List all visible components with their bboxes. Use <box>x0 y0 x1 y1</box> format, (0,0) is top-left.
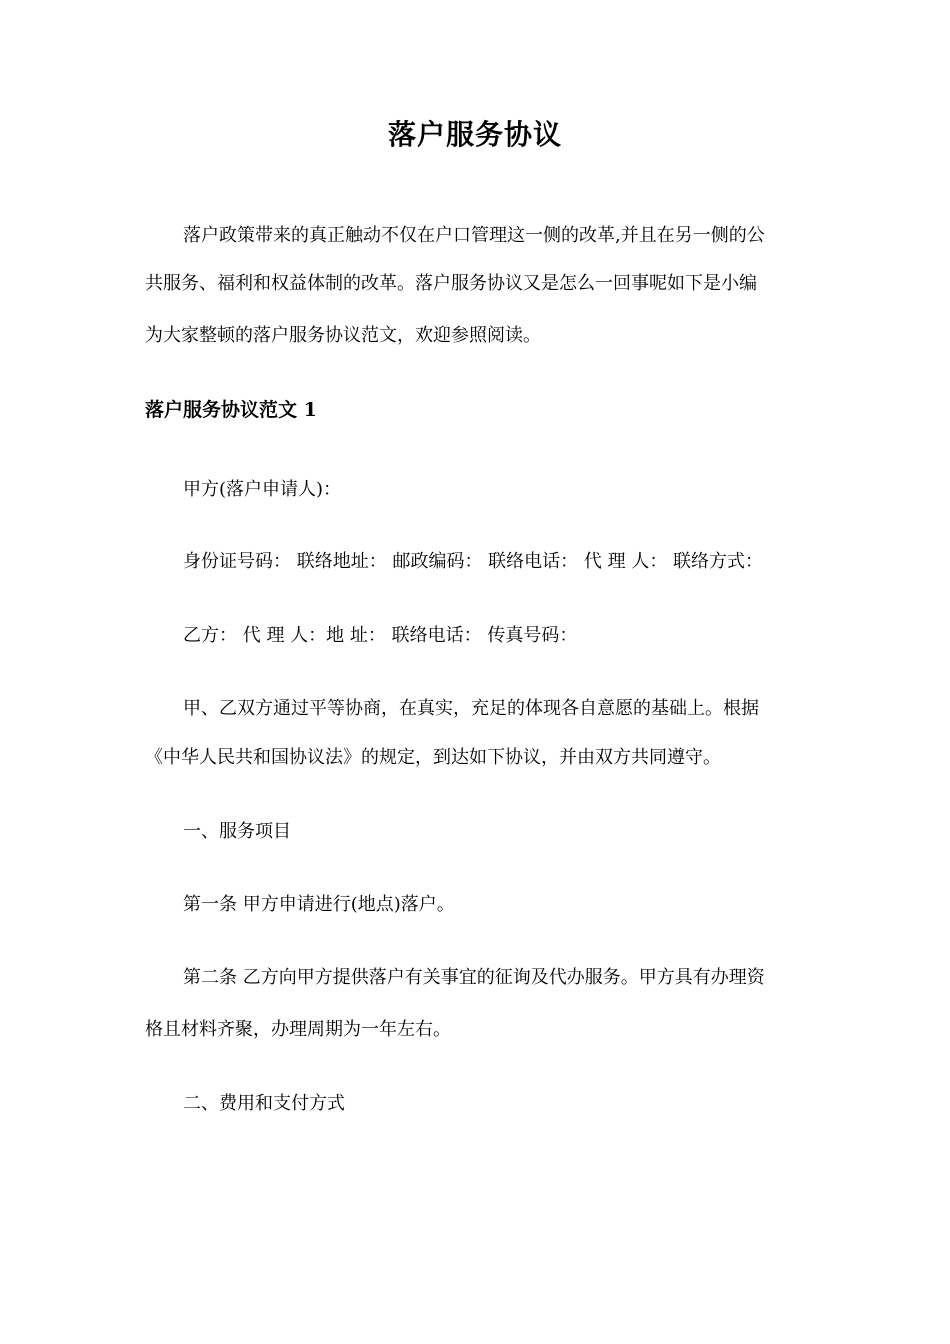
document-title: 落户服务协议 <box>387 118 562 151</box>
intro-line-2: 共服务、福利和权益体制的改革。落户服务协议又是怎么一回事呢如下是小编 <box>145 273 757 294</box>
item-1-heading: 一、服务项目 <box>183 821 291 842</box>
section-heading: 落户服务协议范文 1 <box>145 399 317 421</box>
agreement-line-2: 《中华人民共和国协议法》的规定，到达如下协议，并由双方共同遵守。 <box>145 747 721 768</box>
item-2-heading: 二、费用和支付方式 <box>183 1093 345 1114</box>
article-1: 第一条 甲方申请进行(地点)落户。 <box>183 894 455 915</box>
intro-line-3: 为大家整顿的落户服务协议范文，欢迎参照阅读。 <box>145 325 541 346</box>
party-a-fields: 身份证号码： 联络地址： 邮政编码： 联络电话： 代 理 人： 联络方式： <box>183 551 764 572</box>
agreement-line-1: 甲、乙双方通过平等协商，在真实，充足的体现各自意愿的基础上。根据 <box>183 698 759 719</box>
party-b-fields: 乙方： 代 理 人：地 址： 联络电话： 传真号码： <box>183 625 578 646</box>
article-2-line-2: 格且材料齐聚，办理周期为一年左右。 <box>145 1019 451 1040</box>
intro-line-1: 落户政策带来的真正触动不仅在户口管理这一侧的改革,并且在另一侧的公 <box>183 225 765 246</box>
article-2-line-1: 第二条 乙方向甲方提供落户有关事宜的征询及代办服务。甲方具有办理资 <box>183 967 765 988</box>
party-a-label: 甲方(落户申请人)： <box>183 479 342 500</box>
